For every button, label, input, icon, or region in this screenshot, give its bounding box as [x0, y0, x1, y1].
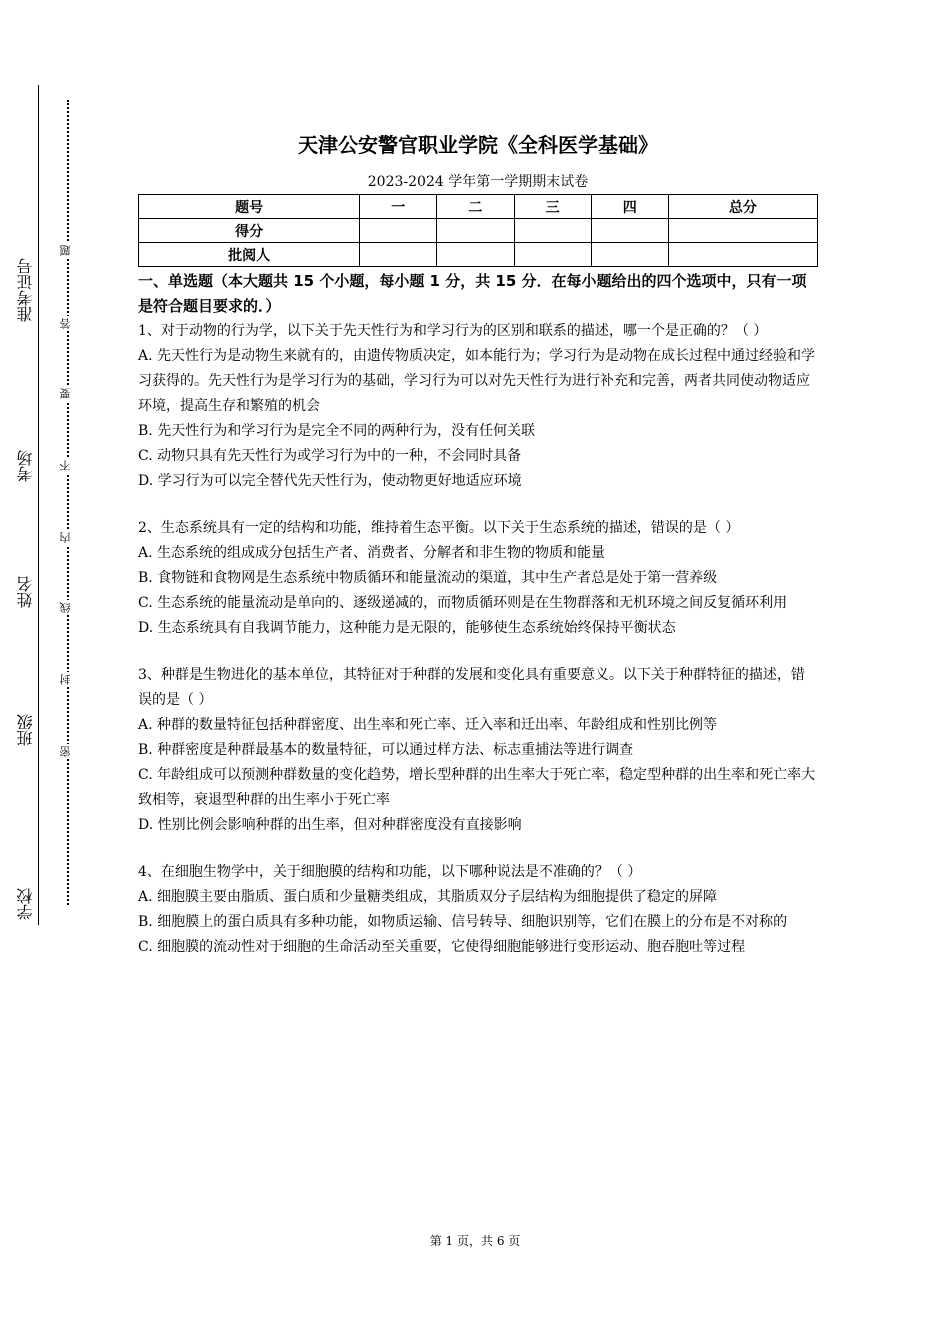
- score-row-label: 得分: [139, 219, 360, 243]
- score-cell: [591, 219, 668, 243]
- question-stem: 1、对于动物的行为学，以下关于先天性行为和学习行为的区别和联系的描述，哪一个是正确的？（ ）: [138, 323, 768, 339]
- score-header-cell: 二: [437, 195, 514, 219]
- class-label: 班级: [16, 714, 35, 746]
- question-list: [138, 319, 818, 960]
- seal-word: 题: [59, 245, 72, 256]
- question-option: D. 学习行为可以完全替代先天性行为，使动物更好地适应环境: [138, 473, 522, 489]
- score-header-cell: 题号: [139, 195, 360, 219]
- name-label: 姓名: [16, 576, 35, 608]
- seal-word: 不: [59, 460, 72, 471]
- question-option: C. 年龄组成可以预测种群数量的变化趋势，增长型种群的出生率大于死亡率，稳定型种群的出生率和死亡率大致相等，衰退型种群的出生率小于死亡率: [138, 767, 816, 808]
- score-header-cell: 四: [591, 195, 668, 219]
- question-2: [138, 516, 818, 641]
- question-3: [138, 663, 818, 838]
- binding-dotted-line: [67, 100, 69, 905]
- score-header-cell: 总分: [668, 195, 817, 219]
- reviewer-cell: [437, 243, 514, 267]
- seal-word: 封: [59, 674, 72, 685]
- exam-room-label: 考场: [16, 450, 35, 482]
- binding-solid-line: [38, 85, 39, 925]
- seal-word: 线: [59, 602, 72, 613]
- question-option: A. 先天性行为是动物生来就有的，由遗传物质决定，如本能行为；学习行为是动物在成长过程中通过经验和学习获得的。先天性行为是学习行为的基础，学习行为可以对先天性行为进行补充和完善，两者共同使动物适应环境，提高生存和繁殖的机会: [138, 348, 816, 414]
- binding-margin: [0, 0, 110, 1344]
- exam-number-label: 准考证号: [16, 258, 35, 322]
- school-label: 学校: [16, 888, 35, 920]
- page-number: 第 1 页，共 6 页: [429, 1234, 521, 1248]
- question-option: C. 动物只具有先天性行为或学习行为中的一种，不会同时具备: [138, 448, 522, 464]
- exam-title: 天津公安警官职业学院《全科医学基础》: [298, 133, 658, 157]
- exam-subtitle: 2023-2024 学年第一学期期末试卷: [367, 174, 589, 190]
- question-stem: 2、生态系统具有一定的结构和功能，维持着生态平衡。以下关于生态系统的描述，错误的是（ ）: [138, 520, 740, 536]
- question-option: A. 生态系统的组成成分包括生产者、消费者、分解者和非生物的物质和能量: [138, 545, 606, 561]
- reviewer-cell: [668, 243, 817, 267]
- question-option: D. 性别比例会影响种群的出生率，但对种群密度没有直接影响: [138, 817, 522, 833]
- question-option: B. 食物链和食物网是生态系统中物质循环和能量流动的渠道，其中生产者总是处于第一营养级: [138, 570, 718, 586]
- reviewer-row-label: 批阅人: [139, 243, 360, 267]
- question-4: [138, 860, 818, 960]
- question-option: C. 生态系统的能量流动是单向的、逐级递减的，而物质循环则是在生物群落和无机环境之间反复循环利用: [138, 595, 788, 611]
- section-heading: 一、单选题（本大题共 15 个小题，每小题 1 分，共 15 分．在每小题给出的四个选项中，只有一项是符合题目要求的．）: [138, 272, 807, 315]
- seal-word: 内: [59, 532, 72, 543]
- question-option: A. 种群的数量特征包括种群密度、出生率和死亡率、迁入率和迁出率、年龄组成和性别比例等: [138, 717, 718, 733]
- seal-word: 答: [59, 318, 72, 329]
- reviewer-cell: [514, 243, 591, 267]
- reviewer-cell: [360, 243, 437, 267]
- question-stem: 4、在细胞生物学中，关于细胞膜的结构和功能，以下哪种说法是不准确的？（ ）: [138, 864, 642, 880]
- question-option: C. 细胞膜的流动性对于细胞的生命活动至关重要，它使得细胞能够进行变形运动、胞吞胞吐等过程: [138, 939, 746, 955]
- question-1: [138, 319, 818, 494]
- seal-word: 密: [59, 746, 72, 757]
- score-cell: [437, 219, 514, 243]
- reviewer-row: [139, 243, 818, 267]
- question-option: B. 细胞膜上的蛋白质具有多种功能，如物质运输、信号转导、细胞识别等，它们在膜上的分布是不对称的: [138, 914, 788, 930]
- question-option: A. 细胞膜主要由脂质、蛋白质和少量糖类组成，其脂质双分子层结构为细胞提供了稳定的屏障: [138, 889, 718, 905]
- score-table: [138, 194, 818, 267]
- score-cell: [360, 219, 437, 243]
- exam-content: [138, 128, 818, 960]
- question-option: D. 生态系统具有自我调节能力，这种能力是无限的，能够使生态系统始终保持平衡状态: [138, 620, 676, 636]
- score-header-cell: 三: [514, 195, 591, 219]
- seal-word: 要: [59, 388, 72, 399]
- score-header-cell: 一: [360, 195, 437, 219]
- question-stem: 3、种群是生物进化的基本单位，其特征对于种群的发展和变化具有重要意义。以下关于种群特征的描述，错误的是（ ）: [138, 667, 805, 708]
- score-cell: [514, 219, 591, 243]
- reviewer-cell: [591, 243, 668, 267]
- question-option: B. 先天性行为和学习行为是完全不同的两种行为，没有任何关联: [138, 423, 536, 439]
- score-cell: [668, 219, 817, 243]
- question-option: B. 种群密度是种群最基本的数量特征，可以通过样方法、标志重捕法等进行调查: [138, 742, 634, 758]
- score-row: [139, 219, 818, 243]
- score-table-header-row: [139, 195, 818, 219]
